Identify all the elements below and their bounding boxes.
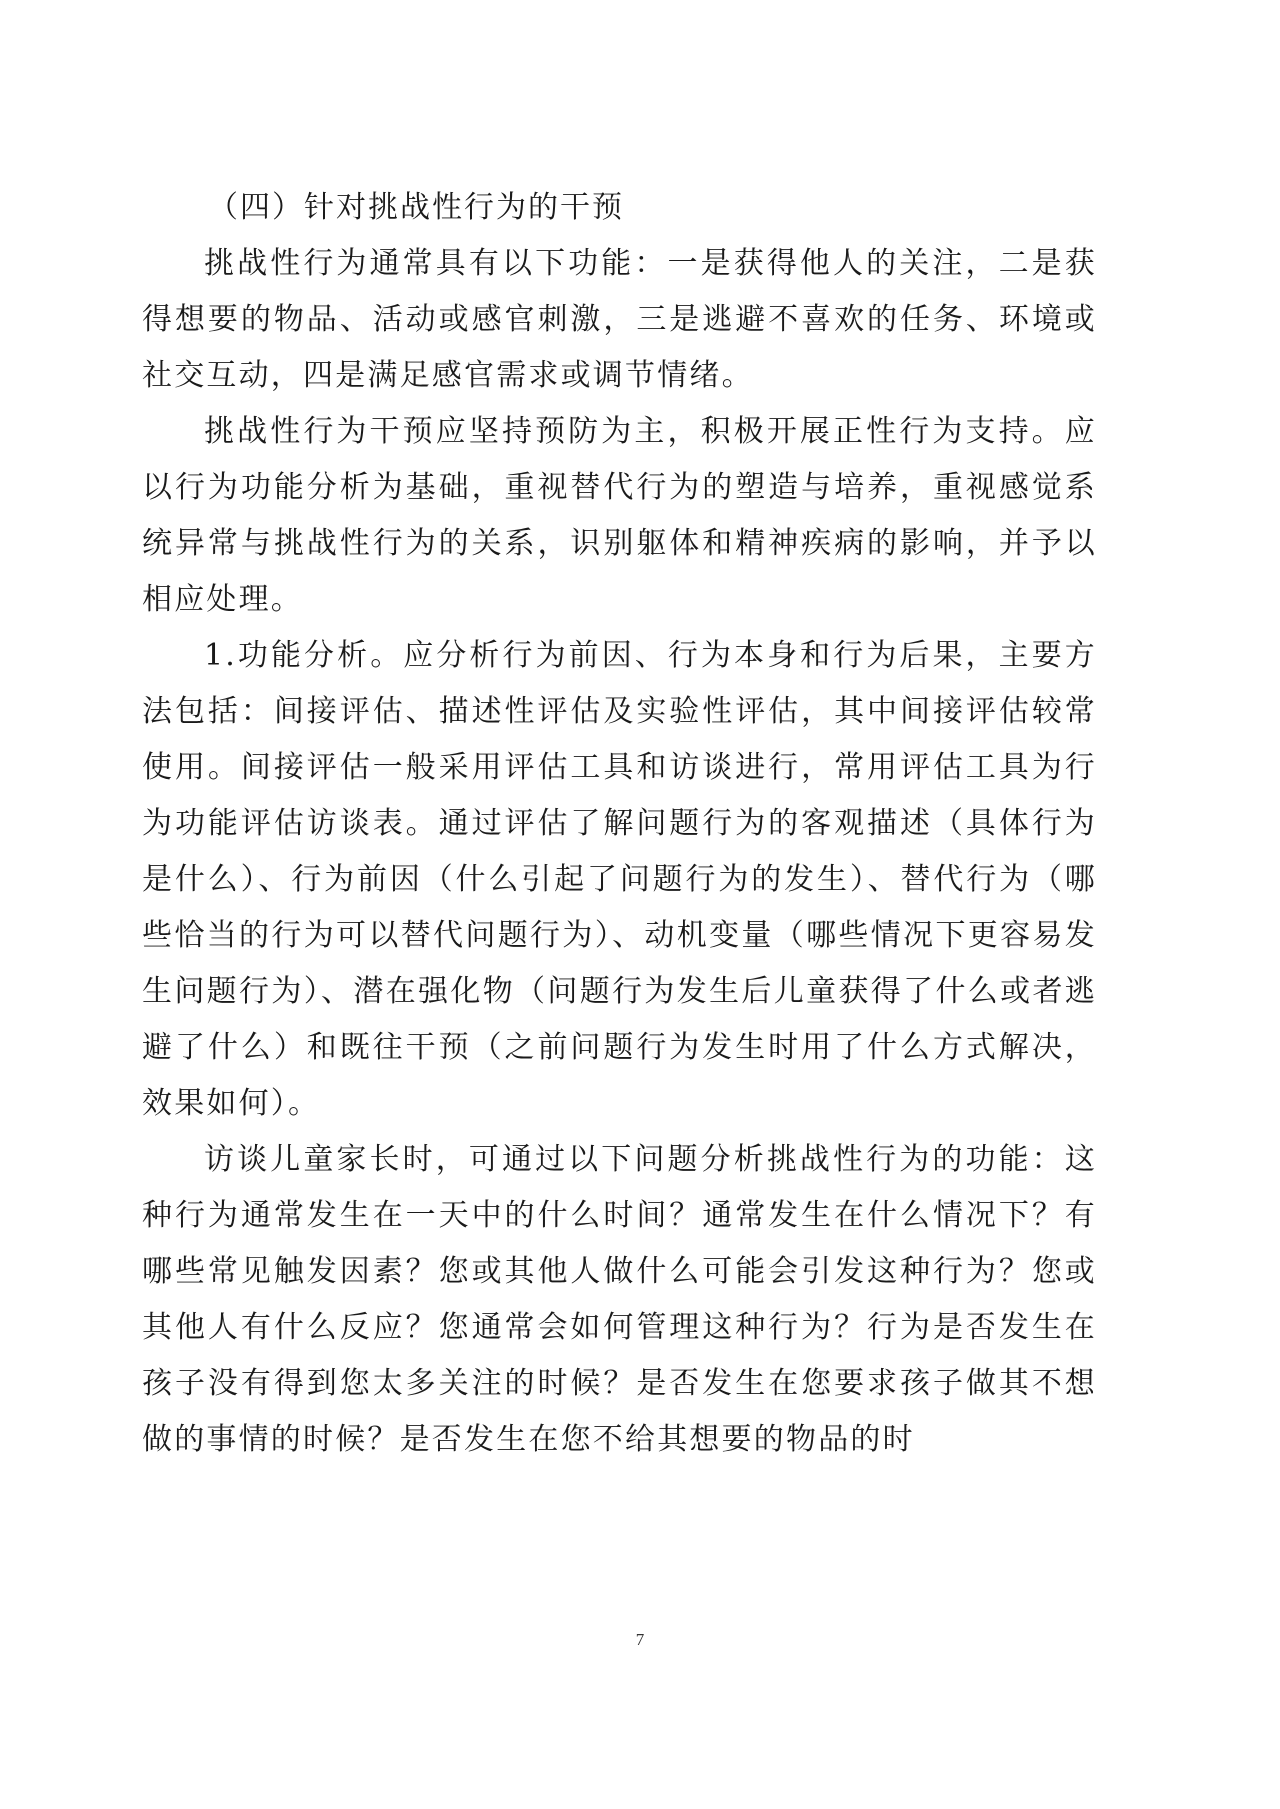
paragraph-intervention-principles: 挑战性行为干预应坚持预防为主，积极开展正性行为支持。应以行为功能分析为基础，重视替代行为的塑造与培养，重视感觉系统异常与挑战性行为的关系，识别躯体和精神疾病的影响，并予以相应处理。 <box>142 414 1097 617</box>
page-body <box>142 180 1097 1468</box>
section-heading: （四）针对挑战性行为的干预 <box>208 190 624 225</box>
paragraph-functional-analysis: 1.功能分析。应分析行为前因、行为本身和行为后果，主要方法包括：间接评估、描述性评估及实验性评估，其中间接评估较常使用。间接评估一般采用评估工具和访谈进行，常用评估工具为行为功能评估访谈表。通过评估了解问题行为的客观描述（具体行为是什么）、行为前因（什么引起了问题行为的发生）、替代行为（哪些恰当的行为可以替代问题行为）、动机变量（哪些情况下更容易发生问题行为）、潜在强化物（问题行为发生后儿童获得了什么或者逃避了什么）和既往干预（之前问题行为发生时用了什么方式解决，效果如何）。 <box>142 638 1097 1121</box>
page-number: 7 <box>635 1630 645 1649</box>
paragraph-parent-interview: 访谈儿童家长时，可通过以下问题分析挑战性行为的功能：这种行为通常发生在一天中的什么时间？通常发生在什么情况下？有哪些常见触发因素？您或其他人做什么可能会引发这种行为？您或其他人有什么反应？您通常会如何管理这种行为？行为是否发生在孩子没有得到您太多关注的时候？是否发生在您要求孩子做其不想做的事情的时候？是否发生在您不给其想要的物品的时 <box>142 1142 1097 1457</box>
paragraph-functions: 挑战性行为通常具有以下功能：一是获得他人的关注，二是获得想要的物品、活动或感官刺激，三是逃避不喜欢的任务、环境或社交互动，四是满足感官需求或调节情绪。 <box>142 246 1097 393</box>
